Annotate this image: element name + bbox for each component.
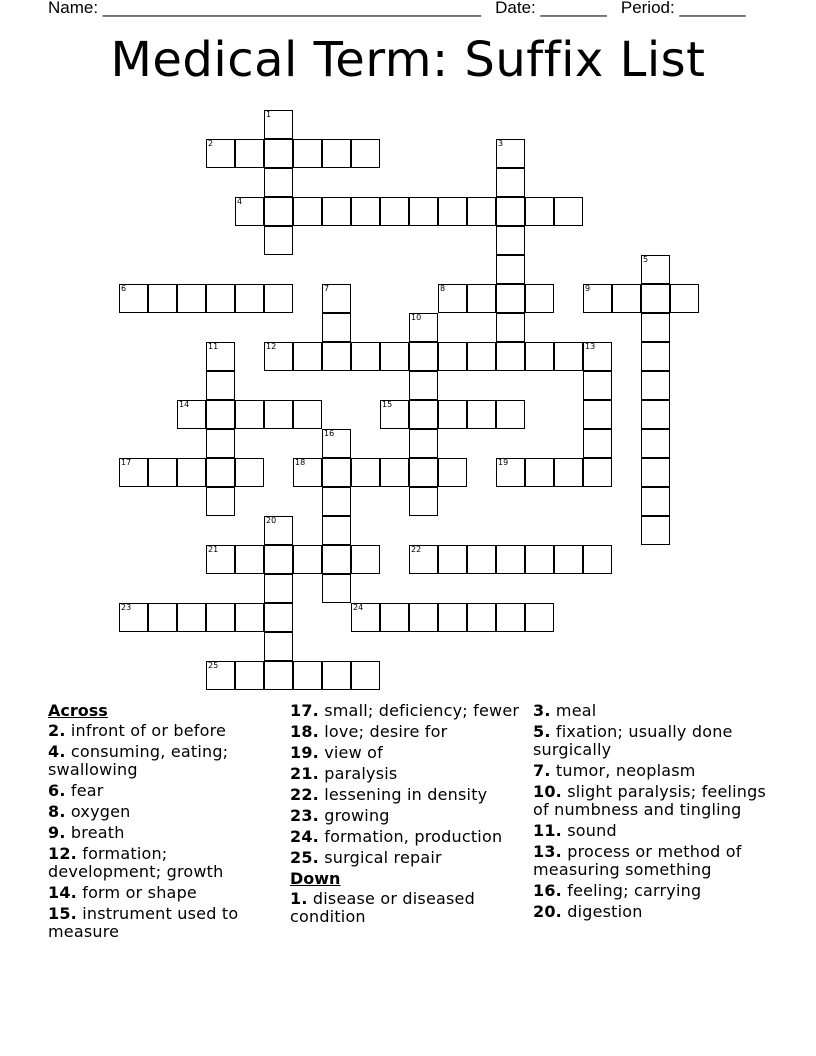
crossword-cell[interactable]	[380, 603, 409, 632]
crossword-cell[interactable]	[235, 545, 264, 574]
clue-number: 4.	[48, 742, 66, 761]
crossword-cell[interactable]	[409, 400, 438, 429]
crossword-cell[interactable]	[351, 342, 380, 371]
clue-number: 17.	[290, 701, 319, 720]
crossword-cell[interactable]	[380, 458, 409, 487]
clue-number: 18	[295, 458, 306, 467]
clue-number: 7	[324, 284, 330, 293]
crossword-cell[interactable]	[525, 458, 554, 487]
clue-item	[48, 884, 283, 902]
crossword-cell[interactable]	[496, 603, 525, 632]
crossword-cell[interactable]	[264, 574, 293, 603]
clue-text: breath	[65, 823, 125, 842]
crossword-cell[interactable]	[641, 342, 670, 371]
crossword-cell[interactable]	[438, 342, 467, 371]
crossword-cell[interactable]	[119, 458, 148, 487]
clue-number: 21	[208, 545, 219, 554]
clue-number: 19.	[290, 743, 319, 762]
crossword-cell[interactable]	[293, 458, 322, 487]
clue-text: meal	[550, 701, 597, 720]
clue-text: paralysis	[318, 764, 398, 783]
crossword-cell[interactable]	[409, 371, 438, 400]
clue-item	[290, 828, 525, 846]
crossword-cell[interactable]	[380, 197, 409, 226]
clue-number: 1.	[290, 889, 308, 908]
clue-text: process or method of measuring something	[533, 842, 742, 879]
header-fields: Name: ________________________________________ Date: _______ Period: _______	[48, 0, 746, 17]
crossword-cell[interactable]	[177, 603, 206, 632]
crossword-cell[interactable]	[264, 545, 293, 574]
crossword-cell[interactable]	[409, 487, 438, 516]
clue-number: 2.	[48, 721, 66, 740]
clue-item	[48, 722, 283, 740]
clue-item	[533, 702, 773, 720]
crossword-cell[interactable]	[525, 545, 554, 574]
clue-item	[533, 783, 773, 819]
crossword-cell[interactable]	[264, 516, 293, 545]
clue-number: 5.	[533, 722, 551, 741]
clue-text: formation, production	[318, 827, 503, 846]
crossword-cell[interactable]	[554, 342, 583, 371]
clue-text: infront of or before	[65, 721, 227, 740]
crossword-cell[interactable]	[264, 603, 293, 632]
clue-text: consuming, eating; swallowing	[48, 742, 229, 779]
crossword-cell[interactable]	[148, 603, 177, 632]
crossword-cell[interactable]	[641, 284, 670, 313]
clue-item	[533, 843, 773, 879]
crossword-cell[interactable]	[177, 284, 206, 313]
clues-column-2	[290, 702, 525, 929]
crossword-cell[interactable]	[409, 197, 438, 226]
clue-text: small; deficiency; fewer	[318, 701, 520, 720]
clue-number: 22.	[290, 785, 319, 804]
crossword-cell[interactable]	[467, 400, 496, 429]
crossword-cell[interactable]	[438, 603, 467, 632]
crossword-cell[interactable]	[467, 284, 496, 313]
crossword-cell[interactable]	[322, 545, 351, 574]
clue-text: fixation; usually done surgically	[533, 722, 733, 759]
clue-number: 10	[411, 313, 422, 322]
crossword-cell[interactable]	[641, 371, 670, 400]
crossword-cell[interactable]	[235, 661, 264, 690]
clue-text: surgical repair	[318, 848, 442, 867]
crossword-cell[interactable]	[496, 400, 525, 429]
crossword-cell[interactable]	[525, 342, 554, 371]
crossword-cell[interactable]	[148, 284, 177, 313]
clue-text: slight paralysis; feelings of numbness and tingling	[533, 782, 767, 819]
crossword-cell[interactable]	[264, 342, 293, 371]
crossword-cell[interactable]	[119, 284, 148, 313]
crossword-cell[interactable]	[264, 284, 293, 313]
clue-number: 23.	[290, 806, 319, 825]
crossword-cell[interactable]	[322, 661, 351, 690]
crossword-cell[interactable]	[322, 487, 351, 516]
crossword-cell[interactable]	[293, 545, 322, 574]
crossword-cell[interactable]	[583, 400, 612, 429]
crossword-cell[interactable]	[235, 458, 264, 487]
clue-number: 3.	[533, 701, 551, 720]
clue-number: 15	[382, 400, 393, 409]
crossword-cell[interactable]	[322, 429, 351, 458]
clue-number: 6.	[48, 781, 66, 800]
crossword-cell[interactable]	[380, 342, 409, 371]
clue-number: 24	[353, 603, 364, 612]
clue-item	[48, 824, 283, 842]
crossword-cell[interactable]	[264, 632, 293, 661]
crossword-cell[interactable]	[322, 516, 351, 545]
crossword-cell[interactable]	[496, 342, 525, 371]
clue-text: fear	[65, 781, 104, 800]
clue-text: disease or diseased condition	[290, 889, 475, 926]
clue-number: 24.	[290, 827, 319, 846]
crossword-cell[interactable]	[206, 429, 235, 458]
clue-number: 11	[208, 342, 219, 351]
crossword-cell[interactable]	[322, 284, 351, 313]
clue-number: 22	[411, 545, 422, 554]
clue-number: 25	[208, 661, 219, 670]
page-title: Medical Term: Suffix List	[110, 32, 706, 88]
clue-number: 12	[266, 342, 277, 351]
clue-item	[533, 903, 773, 921]
crossword-cell[interactable]	[496, 226, 525, 255]
crossword-cell[interactable]	[380, 400, 409, 429]
clue-number: 13.	[533, 842, 562, 861]
clue-item	[48, 782, 283, 800]
crossword-cell[interactable]	[467, 603, 496, 632]
clue-number: 20.	[533, 902, 562, 921]
clue-number: 20	[266, 516, 277, 525]
crossword-cell[interactable]	[322, 458, 351, 487]
crossword-cell[interactable]	[322, 197, 351, 226]
crossword-cell[interactable]	[293, 400, 322, 429]
clue-number: 23	[121, 603, 132, 612]
clue-number: 8	[440, 284, 446, 293]
clue-item	[48, 845, 283, 881]
crossword-cell[interactable]	[525, 603, 554, 632]
clue-number: 9.	[48, 823, 66, 842]
clue-text: lessening in density	[318, 785, 488, 804]
crossword-cell[interactable]	[119, 603, 148, 632]
clue-number: 15.	[48, 904, 77, 923]
crossword-cell[interactable]	[409, 603, 438, 632]
crossword-cell[interactable]	[496, 545, 525, 574]
crossword-cell[interactable]	[554, 197, 583, 226]
crossword-cell[interactable]	[322, 313, 351, 342]
crossword-cell[interactable]	[496, 139, 525, 168]
clue-item	[290, 765, 525, 783]
clue-number: 6	[121, 284, 127, 293]
clue-item	[290, 849, 525, 867]
crossword-cell[interactable]	[641, 429, 670, 458]
crossword-cell[interactable]	[641, 487, 670, 516]
clue-item	[48, 803, 283, 821]
clue-text: formation; development; growth	[48, 844, 224, 881]
clue-number: 12.	[48, 844, 77, 863]
crossword-cell[interactable]	[438, 400, 467, 429]
crossword-cell[interactable]	[235, 400, 264, 429]
clue-number: 2	[208, 139, 214, 148]
crossword-cell[interactable]	[235, 139, 264, 168]
crossword-cell[interactable]	[351, 603, 380, 632]
crossword-cell[interactable]	[583, 342, 612, 371]
crossword-cell[interactable]	[351, 458, 380, 487]
crossword-cell[interactable]	[293, 342, 322, 371]
crossword-cell[interactable]	[641, 255, 670, 284]
clue-number: 19	[498, 458, 509, 467]
crossword-cell[interactable]	[438, 545, 467, 574]
clue-text: instrument used to measure	[48, 904, 239, 941]
clue-number: 16.	[533, 881, 562, 900]
crossword-cell[interactable]	[322, 574, 351, 603]
crossword-cell[interactable]	[264, 110, 293, 139]
crossword-cell[interactable]	[438, 284, 467, 313]
clue-item	[533, 822, 773, 840]
crossword-cell[interactable]	[641, 458, 670, 487]
across-heading: Across	[48, 701, 108, 720]
crossword-cell[interactable]	[467, 545, 496, 574]
crossword-cell[interactable]	[177, 458, 206, 487]
clue-text: view of	[318, 743, 383, 762]
crossword-cell[interactable]	[264, 661, 293, 690]
clue-text: oxygen	[65, 802, 131, 821]
clue-number: 16	[324, 429, 335, 438]
clue-number: 11.	[533, 821, 562, 840]
crossword-cell[interactable]	[525, 284, 554, 313]
crossword-cell[interactable]	[496, 313, 525, 342]
crossword-cell[interactable]	[206, 284, 235, 313]
clue-item	[533, 723, 773, 759]
crossword-cell[interactable]	[264, 197, 293, 226]
crossword-cell[interactable]	[351, 661, 380, 690]
crossword-cell[interactable]	[438, 197, 467, 226]
clue-item	[533, 882, 773, 900]
crossword-cell[interactable]	[496, 168, 525, 197]
crossword-cell[interactable]	[554, 458, 583, 487]
crossword-cell[interactable]	[525, 197, 554, 226]
clue-item	[48, 743, 283, 779]
crossword-cell[interactable]	[264, 139, 293, 168]
crossword-cell[interactable]	[351, 139, 380, 168]
down-heading: Down	[290, 869, 341, 888]
crossword-cell[interactable]	[235, 603, 264, 632]
crossword-cell[interactable]	[438, 458, 467, 487]
clue-text: form or shape	[76, 883, 197, 902]
clue-item	[290, 723, 525, 741]
crossword-cell[interactable]	[264, 226, 293, 255]
crossword-cell[interactable]	[409, 342, 438, 371]
crossword-cell[interactable]	[583, 371, 612, 400]
clue-text: tumor, neoplasm	[550, 761, 696, 780]
clues-column-3	[533, 702, 773, 924]
crossword-cell[interactable]	[496, 458, 525, 487]
crossword-cell[interactable]	[583, 429, 612, 458]
clue-item	[290, 807, 525, 825]
crossword-cell[interactable]	[206, 603, 235, 632]
clue-number: 21.	[290, 764, 319, 783]
crossword-cell[interactable]	[409, 545, 438, 574]
crossword-cell[interactable]	[641, 516, 670, 545]
clue-number: 8.	[48, 802, 66, 821]
crossword-cell[interactable]	[496, 197, 525, 226]
clue-number: 5	[643, 255, 649, 264]
crossword-cell[interactable]	[583, 284, 612, 313]
clue-number: 13	[585, 342, 596, 351]
clue-item	[48, 905, 283, 941]
crossword-cell[interactable]	[322, 342, 351, 371]
crossword-cell[interactable]	[293, 197, 322, 226]
crossword-cell[interactable]	[496, 284, 525, 313]
clue-number: 14.	[48, 883, 77, 902]
crossword-cell[interactable]	[612, 284, 641, 313]
crossword-cell[interactable]	[351, 545, 380, 574]
crossword-cell[interactable]	[583, 545, 612, 574]
clue-number: 14	[179, 400, 190, 409]
crossword-cell[interactable]	[409, 429, 438, 458]
clue-number: 18.	[290, 722, 319, 741]
clue-item	[290, 744, 525, 762]
crossword-cell[interactable]	[206, 400, 235, 429]
clue-number: 4	[237, 197, 243, 206]
crossword-cell[interactable]	[293, 139, 322, 168]
clue-number: 10.	[533, 782, 562, 801]
crossword-cell[interactable]	[670, 284, 699, 313]
clue-number: 7.	[533, 761, 551, 780]
crossword-cell[interactable]	[235, 197, 264, 226]
crossword-cell[interactable]	[264, 168, 293, 197]
crossword-cell[interactable]	[235, 284, 264, 313]
crossword-cell[interactable]	[641, 400, 670, 429]
crossword-cell[interactable]	[467, 197, 496, 226]
clue-item	[290, 786, 525, 804]
crossword-cell[interactable]	[206, 371, 235, 400]
crossword-cell[interactable]	[177, 400, 206, 429]
clue-number: 25.	[290, 848, 319, 867]
crossword-cell[interactable]	[206, 342, 235, 371]
clue-item	[533, 762, 773, 780]
crossword-cell[interactable]	[496, 255, 525, 284]
clue-number: 9	[585, 284, 591, 293]
crossword-cell[interactable]	[322, 139, 351, 168]
clues-column-1	[48, 702, 283, 944]
clue-item	[290, 890, 525, 926]
clue-number: 3	[498, 139, 504, 148]
crossword-cell[interactable]	[641, 313, 670, 342]
clue-text: feeling; carrying	[561, 881, 702, 900]
clue-text: love; desire for	[318, 722, 448, 741]
clue-number: 1	[266, 110, 272, 119]
clue-text: growing	[318, 806, 390, 825]
clue-number: 17	[121, 458, 132, 467]
crossword-cell[interactable]	[351, 197, 380, 226]
crossword-cell[interactable]	[554, 545, 583, 574]
crossword-cell[interactable]	[264, 400, 293, 429]
crossword-cell[interactable]	[206, 458, 235, 487]
crossword-cell[interactable]	[293, 661, 322, 690]
crossword-cell[interactable]	[148, 458, 177, 487]
crossword-cell[interactable]	[409, 313, 438, 342]
clue-text: sound	[561, 821, 617, 840]
crossword-cell[interactable]	[206, 661, 235, 690]
crossword-cell[interactable]	[206, 487, 235, 516]
crossword-cell[interactable]	[206, 139, 235, 168]
crossword-cell[interactable]	[206, 545, 235, 574]
crossword-cell[interactable]	[467, 342, 496, 371]
crossword-cell[interactable]	[583, 458, 612, 487]
clue-item	[290, 702, 525, 720]
crossword-cell[interactable]	[409, 458, 438, 487]
clue-text: digestion	[561, 902, 643, 921]
